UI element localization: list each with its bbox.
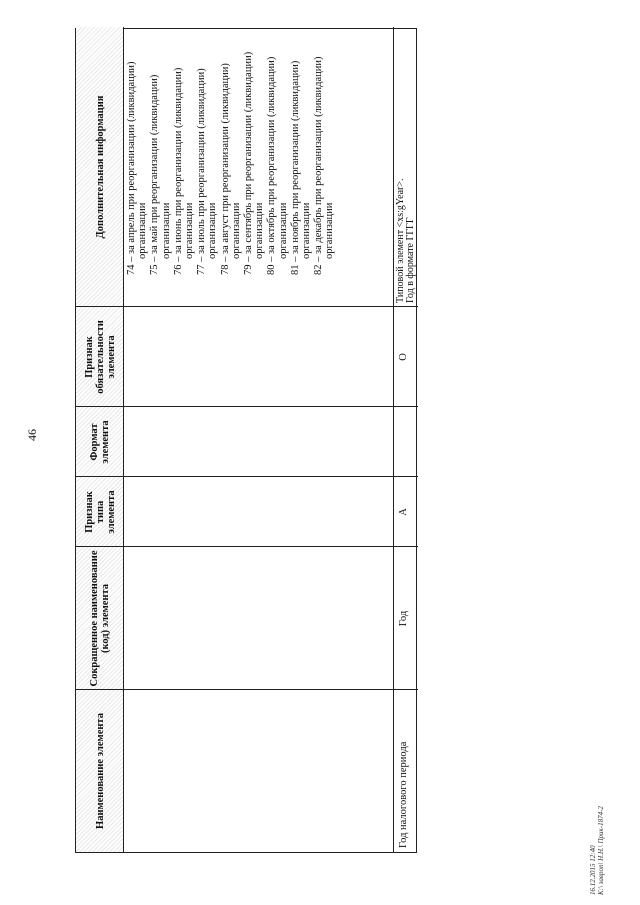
header-additional-info: Дополнительная информация	[94, 95, 106, 239]
list-item: 74 – за апрель при реорганизации (ликвидации) организации	[126, 61, 149, 275]
header-element-required: Признак обязательности элемента	[83, 320, 117, 394]
column-divider	[76, 406, 418, 407]
footer-note	[589, 806, 605, 895]
row-info-line1: Типовой элемент <xs:gYear>.	[395, 178, 406, 303]
list-item: 78 – за август при реорганизации (ликвидации) организации	[219, 63, 242, 275]
header-element-format: Формат элемента	[89, 420, 111, 464]
row-element-format	[396, 407, 400, 477]
column-divider	[76, 689, 418, 690]
row-additional-info	[394, 27, 418, 307]
row-element-required: О	[398, 353, 409, 361]
row-info-line2: Год в формате ГГГГ	[405, 217, 416, 303]
list-item: 82 – за декабрь при реорганизации (ликвидации) организации	[313, 56, 336, 275]
list-item: 80 – за октябрь при реорганизации (ликвидации) организации	[266, 56, 289, 275]
continued-info-list	[126, 29, 337, 277]
header-element-code: Сокращенное наименование (код) элемента	[89, 550, 111, 687]
column-divider	[76, 546, 418, 547]
footer-path: К:\ завроп\ Н.Н.\ Прик-1874-2	[597, 806, 605, 895]
footer-timestamp: 16.12.2015 12:40	[589, 845, 597, 895]
list-item: 79 – за сентябрь при реорганизации (ликвидации) организации	[243, 51, 266, 275]
column-divider	[76, 476, 418, 477]
column-divider	[76, 306, 418, 307]
page-number: 46	[25, 429, 39, 441]
row-element-type: А	[398, 508, 409, 516]
row-element-code: Год	[398, 610, 409, 627]
header-element-type: Признак типа элемента	[83, 490, 117, 534]
list-item: 77 – за июль при реорганизации (ликвидации) организации	[196, 68, 219, 275]
element-table	[75, 28, 417, 853]
list-item: 81 – за ноябрь при реорганизации (ликвидации) организации	[289, 60, 313, 275]
list-item: 75 – за май при реорганизации (ликвидации) организации	[149, 74, 172, 275]
header-element-name: Наименование элемента	[94, 713, 106, 829]
list-item: 76 – за июнь при реорганизации (ликвидации) организации	[172, 67, 196, 275]
row-element-name: Год налогового периода	[398, 741, 409, 848]
